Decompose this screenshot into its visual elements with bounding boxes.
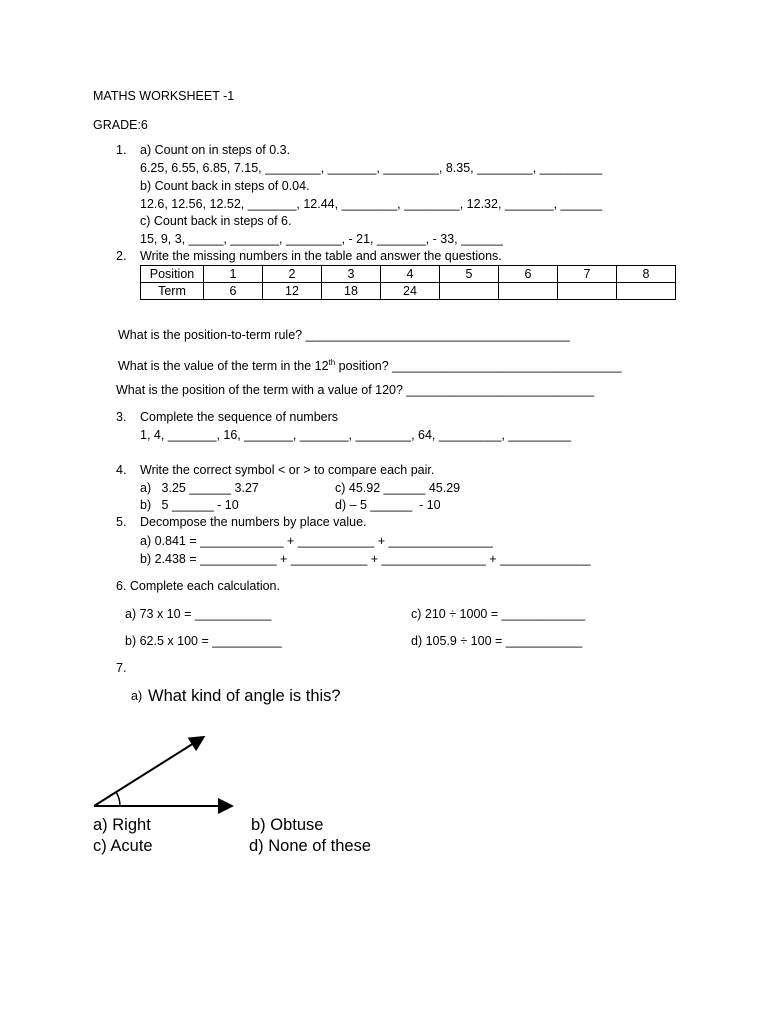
- q5b: b) 2.438 = ___________ + ___________ + _______________ + _____________: [140, 552, 591, 566]
- table-row: [141, 266, 676, 283]
- q4-number: 4.: [116, 463, 127, 477]
- q2-12th-question: [118, 355, 622, 374]
- q2-prompt: Write the missing numbers in the table and answer the questions.: [140, 249, 502, 263]
- q1c-label: c) Count back in steps of 6.: [140, 214, 292, 228]
- q6c: c) 210 ÷ 1000 = ____________: [411, 607, 586, 621]
- table-cell: 1: [204, 266, 263, 283]
- q4d: d) – 5 ______ - 10: [335, 498, 441, 512]
- table-cell[interactable]: [558, 283, 617, 300]
- table-cell: 4: [381, 266, 440, 283]
- table-header-position: Position: [141, 266, 204, 283]
- q2-12th-prefix: What is the value of the term in the 12: [118, 359, 329, 374]
- q2-rule-question: What is the position-to-term rule? ______________________________________: [118, 328, 570, 342]
- q2-12th-suffix: position? _________________________________: [335, 359, 622, 374]
- angle-upper-ray: [94, 738, 202, 806]
- q3-number: 3.: [116, 410, 127, 424]
- q1b-label: b) Count back in steps of 0.04.: [140, 179, 310, 193]
- q3-sequence: 1, 4, _______, 16, _______, _______, ________, 64, _________, _________: [140, 428, 571, 442]
- table-cell: 5: [440, 266, 499, 283]
- q2-12th-sup: th: [328, 358, 336, 367]
- q4-prompt: Write the correct symbol < or > to compare each pair.: [140, 463, 435, 477]
- q7-option-b: b) Obtuse: [251, 816, 324, 834]
- q1-number: 1.: [116, 143, 127, 157]
- table-cell: 6: [499, 266, 558, 283]
- q5-prompt: Decompose the numbers by place value.: [140, 515, 367, 529]
- sequence-table: [140, 265, 676, 300]
- table-cell: 12: [263, 283, 322, 300]
- q6-prompt: 6. Complete each calculation.: [116, 579, 280, 593]
- table-header-term: Term: [141, 283, 204, 300]
- table-cell[interactable]: [440, 283, 499, 300]
- q6a: a) 73 x 10 = ___________: [125, 607, 272, 621]
- table-cell[interactable]: [617, 283, 676, 300]
- grade-label: GRADE:6: [93, 118, 148, 132]
- q7-option-a: a) Right: [93, 816, 151, 834]
- q1a-sequence: 6.25, 6.55, 6.85, 7.15, ________, _______, ________, 8.35, ________, _________: [140, 161, 603, 175]
- table-cell: 6: [204, 283, 263, 300]
- angle-diagram: [88, 730, 248, 820]
- q1a-label: a) Count on in steps of 0.3.: [140, 143, 291, 157]
- table-cell: 24: [381, 283, 440, 300]
- worksheet-title: MATHS WORKSHEET -1: [93, 89, 235, 103]
- table-row: [141, 283, 676, 300]
- table-cell: 7: [558, 266, 617, 283]
- q7-option-c: c) Acute: [93, 837, 153, 855]
- q6d: d) 105.9 ÷ 100 = ___________: [411, 634, 583, 648]
- q7a-prefix: a): [131, 689, 143, 703]
- q1b-sequence: 12.6, 12.56, 12.52, _______, 12.44, ________, ________, 12.32, _______, ______: [140, 197, 603, 211]
- table-cell: 8: [617, 266, 676, 283]
- table-cell: 3: [322, 266, 381, 283]
- q6b: b) 62.5 x 100 = __________: [125, 634, 282, 648]
- q4b: b) 5 ______ - 10: [140, 498, 239, 512]
- q1c-sequence: 15, 9, 3, _____, _______, ________, - 21, _______, - 33, ______: [140, 232, 503, 246]
- q3-prompt: Complete the sequence of numbers: [140, 410, 339, 424]
- table-cell: 18: [322, 283, 381, 300]
- q2-120-question: What is the position of the term with a value of 120? ___________________________: [116, 383, 595, 397]
- q7-number: 7.: [116, 661, 127, 675]
- q7-option-d: d) None of these: [249, 837, 371, 855]
- q5a: a) 0.841 = ____________ + ___________ + _______________: [140, 534, 493, 548]
- angle-arc: [116, 792, 120, 806]
- q2-number: 2.: [116, 249, 127, 263]
- table-cell: 2: [263, 266, 322, 283]
- q4a: a) 3.25 ______ 3.27: [140, 481, 259, 495]
- table-cell[interactable]: [499, 283, 558, 300]
- q5-number: 5.: [116, 515, 127, 529]
- q4c: c) 45.92 ______ 45.29: [335, 481, 461, 495]
- q7-question: What kind of angle is this?: [148, 687, 341, 705]
